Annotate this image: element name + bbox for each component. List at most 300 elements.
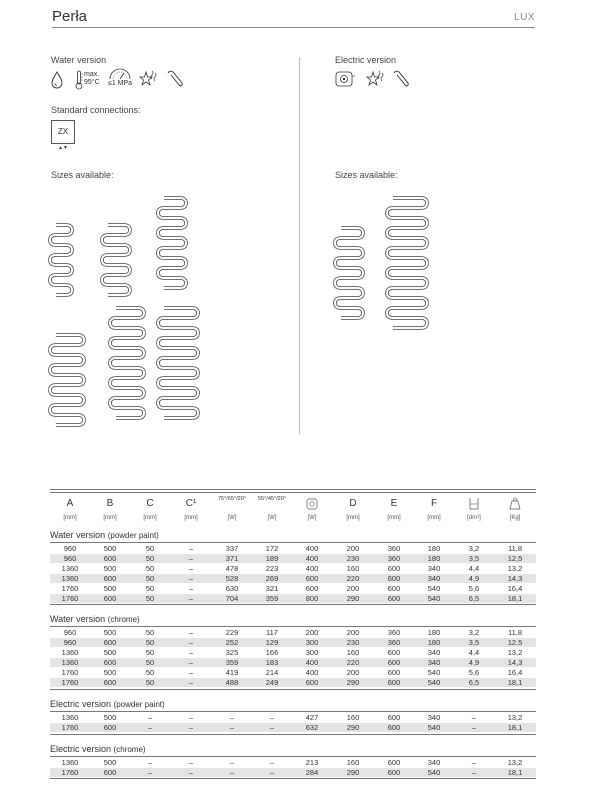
- table-cell: 1360: [61, 573, 79, 583]
- table-cell: –: [229, 757, 235, 767]
- table-cell: –: [188, 767, 194, 777]
- table-cell: 4,4: [468, 648, 480, 658]
- table-cell: 18,1: [507, 767, 523, 777]
- table-cell: 18,1: [507, 677, 523, 687]
- table-cell: –: [229, 767, 235, 777]
- column-header-label: F: [430, 498, 438, 509]
- table-cell: 129: [265, 638, 279, 648]
- water-sizes-label: Sizes available:: [51, 170, 114, 180]
- table-cell: 600: [103, 593, 117, 603]
- table-cell: –: [188, 712, 194, 722]
- table-cell: 540: [427, 767, 441, 777]
- table-cell: 500: [103, 583, 117, 593]
- column-header: [454, 497, 494, 521]
- table-cell: 12,5: [507, 638, 523, 648]
- table-cell: 180: [427, 553, 441, 563]
- table-cell: 5,6: [468, 583, 480, 593]
- electric-heater-icon: [306, 498, 318, 510]
- table-row: [50, 668, 536, 677]
- table-cell: 252: [225, 638, 239, 648]
- section-bottom-rule: [50, 778, 536, 779]
- table-cell: 180: [427, 544, 441, 553]
- table-row: [50, 584, 536, 593]
- table-cell: –: [188, 553, 194, 563]
- water-icons: [51, 68, 251, 92]
- table-cell: 4,9: [468, 658, 480, 668]
- table-cell: 16,4: [507, 668, 523, 677]
- table-cell: –: [188, 668, 194, 677]
- table-cell: 4,4: [468, 563, 480, 573]
- table-cell: 400: [305, 658, 319, 668]
- table-cell: 488: [225, 677, 239, 687]
- table-cell: 600: [387, 712, 401, 722]
- table-row: [50, 713, 536, 722]
- table-cell: 200: [346, 628, 360, 638]
- table-cell: 4,9: [468, 573, 480, 583]
- table-cell: –: [471, 722, 477, 732]
- column-header: [252, 497, 292, 521]
- column-header-unit: [mm]: [427, 515, 441, 521]
- column-header-unit: [mm]: [387, 515, 401, 521]
- table-cell: 600: [103, 767, 117, 777]
- electric-sizes-label: Sizes available:: [335, 170, 398, 180]
- table-cell: 11,8: [507, 628, 523, 638]
- table-cell: 600: [387, 668, 401, 677]
- table-cell: 3,2: [468, 628, 480, 638]
- section-title-main: Electric version: [50, 698, 112, 709]
- column-header: [130, 497, 170, 521]
- section-bottom-rule: [50, 604, 536, 605]
- table-row: [50, 574, 536, 583]
- table-row: [50, 723, 536, 732]
- table-cell: 6,5: [468, 677, 480, 687]
- table-cell: 290: [346, 767, 360, 777]
- column-header-label: 55°/45°/20°: [257, 496, 286, 502]
- column-header-unit: [mm]: [184, 515, 198, 521]
- column-header-unit: [dm³]: [467, 515, 481, 521]
- table-cell: 50: [145, 583, 155, 593]
- table-cell: 1360: [61, 757, 79, 767]
- table-cell: –: [188, 563, 194, 573]
- table-cell: –: [147, 767, 153, 777]
- table-cell: 600: [387, 677, 401, 687]
- table-cell: 16,4: [507, 583, 523, 593]
- table-cell: 300: [305, 648, 319, 658]
- table-cell: –: [269, 757, 275, 767]
- table-cell: 600: [103, 658, 117, 668]
- radiator-electric-1760-600: [387, 198, 427, 328]
- table-cell: 50: [145, 544, 155, 553]
- table-cell: –: [147, 722, 153, 732]
- column-header-label: B: [106, 498, 114, 509]
- table-cell: 14,3: [507, 573, 523, 583]
- table-cell: 400: [305, 544, 319, 553]
- table-cell: 1360: [61, 658, 79, 668]
- table-cell: 50: [145, 563, 155, 573]
- table-cell: 500: [103, 544, 117, 553]
- section-title-sub: (chrome): [107, 615, 140, 625]
- table-cell: 359: [225, 658, 239, 668]
- table-cell: 50: [145, 553, 155, 563]
- radiator-electric-1360-500: [335, 228, 363, 318]
- table-cell: 229: [225, 628, 239, 638]
- table-cell: 960: [63, 638, 77, 648]
- table-cell: 600: [387, 593, 401, 603]
- table-cell: 13,2: [507, 757, 523, 767]
- radiator-960-600: [102, 225, 130, 295]
- section-title: [50, 744, 146, 754]
- table-cell: 50: [145, 648, 155, 658]
- table-cell: 1760: [61, 677, 79, 687]
- table-cell: 249: [265, 677, 279, 687]
- column-header-label: C: [146, 498, 154, 509]
- column-header: [50, 497, 90, 521]
- section-title-sub: (chrome): [113, 744, 146, 754]
- table-cell: –: [188, 648, 194, 658]
- table-cell: 189: [265, 553, 279, 563]
- table-cell: 1760: [61, 593, 79, 603]
- table-cell: 400: [305, 668, 319, 677]
- column-header-label: C¹: [185, 498, 197, 509]
- table-cell: 600: [387, 573, 401, 583]
- weight-icon: [509, 497, 521, 510]
- table-cell: 290: [346, 593, 360, 603]
- table-cell: 12,5: [507, 553, 523, 563]
- table-cell: –: [188, 583, 194, 593]
- table-cell: 600: [387, 563, 401, 573]
- hanger-icon-electric: [391, 69, 411, 89]
- column-header: [374, 497, 414, 521]
- table-cell: 500: [103, 648, 117, 658]
- table-cell: 600: [103, 722, 117, 732]
- table-cell: 3,5: [468, 553, 480, 563]
- water-drop-icon: [51, 71, 63, 89]
- table-cell: 600: [103, 553, 117, 563]
- connection-code-box: [51, 120, 75, 144]
- section-rule: [50, 542, 536, 543]
- section-rule: [50, 756, 536, 757]
- page-title: Perła: [52, 8, 88, 25]
- table-cell: 1760: [61, 583, 79, 593]
- column-header-label: A: [66, 498, 74, 509]
- table-row: [50, 564, 536, 573]
- table-row: [50, 758, 536, 767]
- column-header-unit: [mm]: [143, 515, 157, 521]
- table-cell: –: [269, 722, 275, 732]
- table-cell: 3,5: [468, 638, 480, 648]
- table-row: [50, 544, 536, 553]
- table-cell: 540: [427, 677, 441, 687]
- table-cell: –: [188, 544, 194, 553]
- table-cell: 269: [265, 573, 279, 583]
- table-cell: 500: [103, 668, 117, 677]
- section-bottom-rule: [50, 689, 536, 690]
- table-cell: –: [188, 677, 194, 687]
- column-header: [212, 497, 252, 521]
- table-cell: 160: [346, 712, 360, 722]
- table-cell: 360: [387, 544, 401, 553]
- table-cell: 600: [305, 573, 319, 583]
- column-header-unit: [mm]: [63, 515, 77, 521]
- section-rule: [50, 626, 536, 627]
- table-cell: 321: [265, 583, 279, 593]
- table-cell: –: [188, 593, 194, 603]
- page-header: [52, 6, 535, 28]
- table-cell: –: [471, 767, 477, 777]
- table-cell: 500: [103, 563, 117, 573]
- column-header-unit: [mm]: [346, 515, 360, 521]
- table-cell: 600: [103, 677, 117, 687]
- table-cell: 960: [63, 628, 77, 638]
- table-cell: 340: [427, 712, 441, 722]
- table-cell: –: [471, 712, 477, 722]
- table-cell: 183: [265, 658, 279, 668]
- table-cell: 540: [427, 668, 441, 677]
- table-cell: 600: [387, 583, 401, 593]
- table-cell: 180: [427, 638, 441, 648]
- column-header-unit: [W]: [227, 515, 237, 521]
- table-cell: 600: [387, 658, 401, 668]
- electric-version-label: Electric version: [335, 55, 397, 65]
- table-cell: 600: [103, 573, 117, 583]
- table-cell: 220: [346, 573, 360, 583]
- table-cell: 419: [225, 668, 239, 677]
- section-title-main: Water version: [50, 530, 106, 540]
- table-cell: 50: [145, 573, 155, 583]
- pressure-label: ≤1 MPa: [108, 80, 133, 87]
- table-cell: –: [269, 712, 275, 722]
- table-cell: 800: [305, 593, 319, 603]
- heating-star-icon-electric: [363, 69, 387, 89]
- table-cell: 340: [427, 563, 441, 573]
- table-row: [50, 628, 536, 637]
- electric-icons: [335, 68, 485, 92]
- radiator-960-500: [50, 225, 72, 295]
- table-cell: 500: [103, 628, 117, 638]
- table-cell: 704: [225, 593, 239, 603]
- table-top-rule-2: [50, 492, 536, 493]
- column-header-label: D: [349, 498, 357, 509]
- table-cell: 223: [265, 563, 279, 573]
- table-cell: 1760: [61, 767, 79, 777]
- column-header: [171, 497, 211, 521]
- table-cell: 1360: [61, 563, 79, 573]
- table-cell: 290: [346, 677, 360, 687]
- table-cell: 478: [225, 563, 239, 573]
- table-cell: 18,1: [507, 593, 523, 603]
- table-cell: 13,2: [507, 563, 523, 573]
- table-cell: 160: [346, 648, 360, 658]
- column-header-label: E: [390, 498, 398, 509]
- electric-radiator-sizes: [325, 190, 445, 340]
- table-cell: 632: [305, 722, 319, 732]
- table-cell: 1360: [61, 712, 79, 722]
- table-cell: 600: [103, 638, 117, 648]
- table-cell: –: [188, 573, 194, 583]
- table-cell: 300: [305, 638, 319, 648]
- table-row: [50, 648, 536, 657]
- table-cell: –: [229, 712, 235, 722]
- pressure-gauge-icon: [108, 68, 132, 80]
- table-cell: 50: [145, 638, 155, 648]
- table-row: [50, 594, 536, 603]
- section-rule: [50, 711, 536, 712]
- table-cell: –: [269, 767, 275, 777]
- table-cell: 284: [305, 767, 319, 777]
- radiator-1360-500: [158, 198, 186, 288]
- electric-heater-icon: [335, 71, 355, 87]
- column-header-unit: [W]: [267, 515, 277, 521]
- table-cell: –: [188, 722, 194, 732]
- table-cell: 180: [427, 628, 441, 638]
- table-cell: 960: [63, 544, 77, 553]
- column-header-unit: [W]: [307, 515, 317, 521]
- table-cell: 230: [346, 638, 360, 648]
- column-header: [414, 497, 454, 521]
- table-cell: 325: [225, 648, 239, 658]
- table-cell: –: [188, 628, 194, 638]
- column-divider: [299, 57, 300, 434]
- table-cell: 5,6: [468, 668, 480, 677]
- connection-code: ZX: [57, 127, 69, 136]
- table-cell: 200: [346, 544, 360, 553]
- table-cell: 960: [63, 553, 77, 563]
- column-header: [292, 497, 332, 521]
- section-title: [50, 614, 140, 624]
- radiator-1760-600: [158, 308, 198, 418]
- column-header-unit: [Kg]: [509, 515, 521, 521]
- hanger-icon: [165, 69, 185, 89]
- table-cell: 166: [265, 648, 279, 658]
- table-cell: 540: [427, 583, 441, 593]
- table-cell: 200: [346, 583, 360, 593]
- table-cell: 400: [305, 563, 319, 573]
- water-version-label: Water version: [51, 55, 107, 65]
- table-cell: 400: [305, 553, 319, 563]
- table-cell: 200: [346, 668, 360, 677]
- table-cell: –: [188, 757, 194, 767]
- water-radiator-sizes: [40, 190, 210, 440]
- radiator-1360-600: [50, 335, 84, 425]
- table-row: [50, 658, 536, 667]
- table-cell: 528: [225, 573, 239, 583]
- table-cell: 337: [225, 544, 239, 553]
- table-cell: –: [147, 757, 153, 767]
- section-title-main: Electric version: [50, 743, 112, 754]
- table-cell: 6,5: [468, 593, 480, 603]
- table-cell: –: [471, 757, 477, 767]
- thermometer-icon: [75, 70, 83, 90]
- table-cell: 1360: [61, 648, 79, 658]
- table-cell: 172: [265, 544, 279, 553]
- column-header-unit: [mm]: [103, 515, 117, 521]
- table-row: [50, 554, 536, 563]
- table-cell: 360: [387, 628, 401, 638]
- table-cell: 427: [305, 712, 319, 722]
- table-cell: 600: [387, 767, 401, 777]
- section-title-sub: (powder paint): [107, 531, 159, 540]
- table-cell: 200: [305, 628, 319, 638]
- heating-star-icon: [136, 69, 160, 89]
- series-label: LUX: [514, 12, 535, 23]
- section-bottom-rule: [50, 734, 536, 735]
- column-header-label: 75°/65°/20°: [217, 496, 246, 502]
- table-cell: 600: [387, 722, 401, 732]
- table-cell: 340: [427, 658, 441, 668]
- column-header: [333, 497, 373, 521]
- table-cell: 540: [427, 722, 441, 732]
- table-cell: 290: [346, 722, 360, 732]
- table-cell: 13,2: [507, 648, 523, 658]
- table-cell: 18,1: [507, 722, 523, 732]
- table-cell: 371: [225, 553, 239, 563]
- column-header: [90, 497, 130, 521]
- table-cell: 600: [387, 757, 401, 767]
- table-cell: 117: [266, 628, 278, 638]
- section-title-sub: (powder paint): [113, 699, 165, 709]
- table-cell: 50: [145, 593, 155, 603]
- table-cell: 630: [225, 583, 239, 593]
- temperature-max-label: max.: [84, 71, 100, 78]
- table-cell: –: [188, 658, 194, 668]
- table-cell: 14,3: [507, 658, 523, 668]
- table-cell: 500: [103, 712, 117, 722]
- table-cell: 340: [427, 573, 441, 583]
- table-cell: 160: [346, 757, 360, 767]
- table-cell: 1760: [61, 668, 79, 677]
- table-cell: 340: [427, 757, 441, 767]
- table-cell: 214: [265, 668, 279, 677]
- table-cell: 50: [145, 658, 155, 668]
- connections-label: Standard connections:: [51, 105, 141, 115]
- section-title-main: Water version: [50, 614, 106, 625]
- table-cell: 1760: [61, 722, 79, 732]
- table-cell: 220: [346, 658, 360, 668]
- section-title: [50, 530, 159, 540]
- table-cell: 230: [346, 553, 360, 563]
- table-top-rule: [50, 489, 536, 490]
- connection-arrows: ▲▼: [58, 145, 68, 151]
- table-row: [50, 768, 536, 777]
- table-cell: 360: [387, 638, 401, 648]
- table-cell: 213: [305, 757, 319, 767]
- table-cell: 13,2: [507, 712, 523, 722]
- radiator-1760-500: [110, 308, 144, 418]
- table-cell: 50: [145, 677, 155, 687]
- table-cell: 600: [305, 677, 319, 687]
- column-header: [495, 497, 535, 521]
- table-cell: 160: [346, 563, 360, 573]
- table-cell: 359: [265, 593, 279, 603]
- volume-icon: [468, 497, 480, 510]
- table-cell: –: [229, 722, 235, 732]
- table-cell: –: [147, 712, 153, 722]
- table-cell: 50: [145, 628, 155, 638]
- table-cell: 340: [427, 648, 441, 658]
- temperature-max-value: 95°C: [84, 79, 100, 86]
- table-cell: 500: [103, 757, 117, 767]
- table-cell: 600: [387, 648, 401, 658]
- table-row: [50, 678, 536, 687]
- table-cell: 50: [145, 668, 155, 677]
- table-cell: 360: [387, 553, 401, 563]
- temperature-max: [84, 71, 100, 87]
- table-row: [50, 638, 536, 647]
- table-cell: 11,8: [507, 544, 523, 553]
- table-cell: –: [188, 638, 194, 648]
- table-cell: 540: [427, 593, 441, 603]
- section-title: [50, 699, 165, 709]
